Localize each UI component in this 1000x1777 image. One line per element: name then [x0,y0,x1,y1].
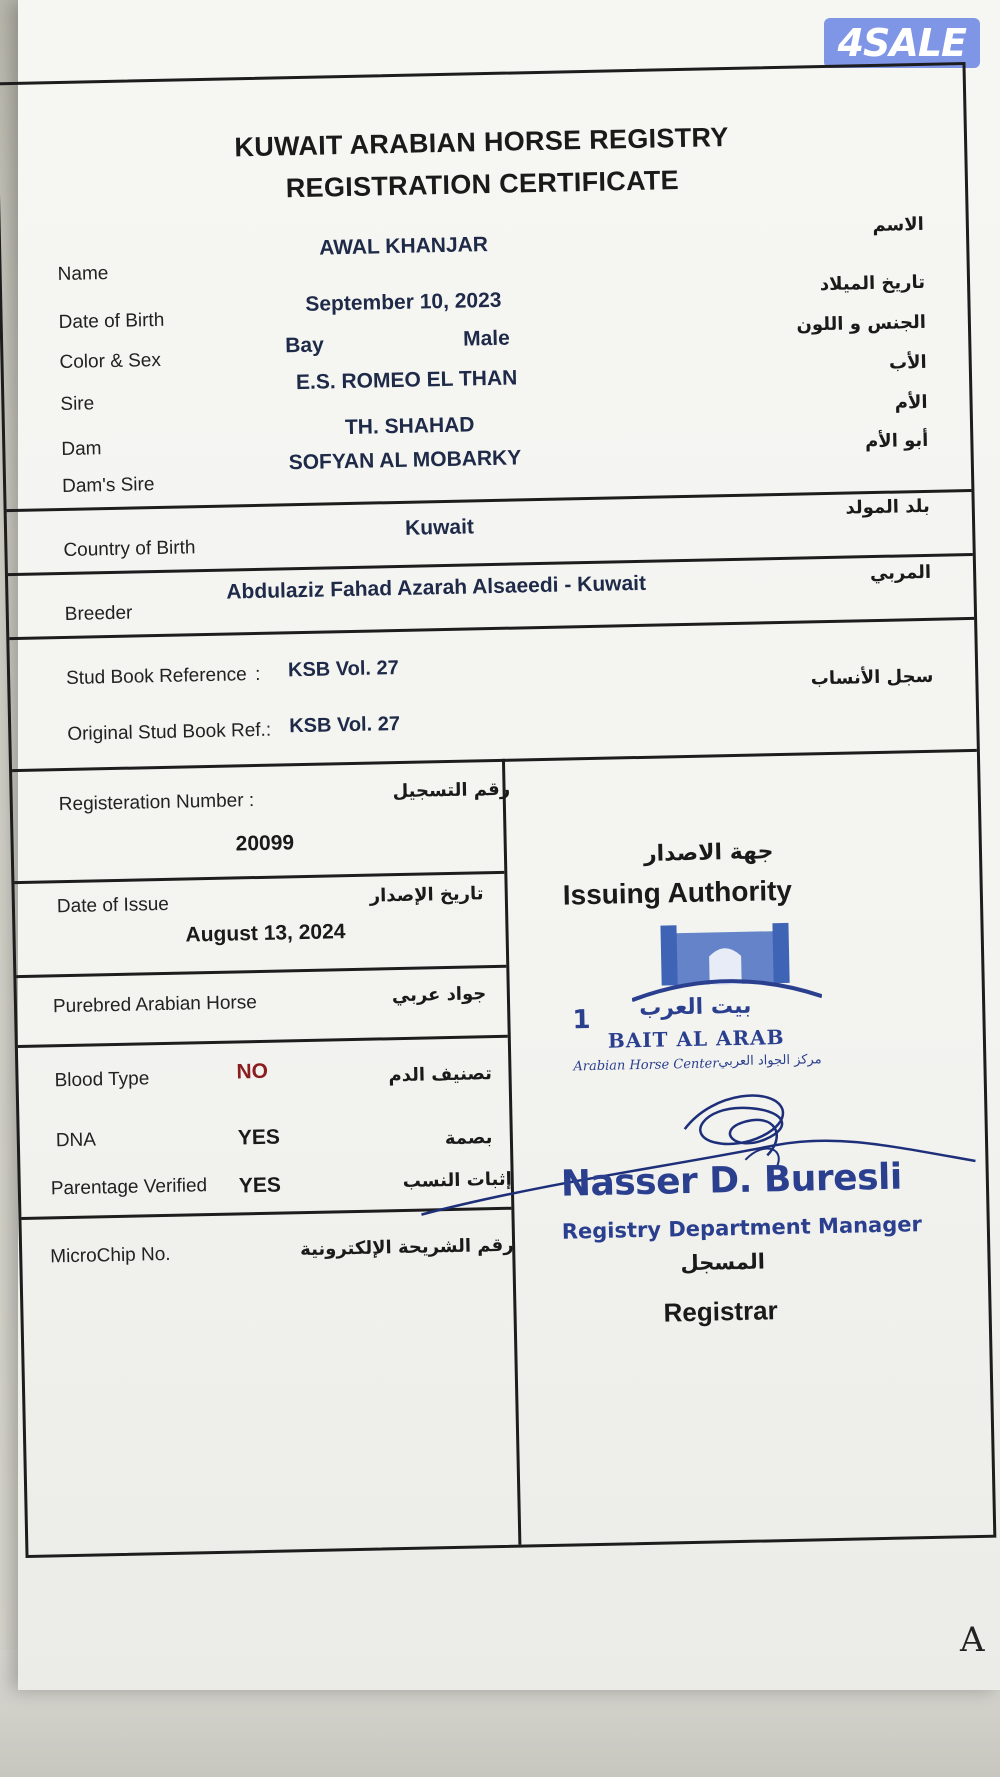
dam-label-ar: الأم [894,391,928,414]
dob-label: Date of Birth [58,309,165,334]
blood-type-value: NO [236,1059,269,1084]
divider [18,1035,508,1048]
color-sex-label-ar: الجنس و اللون [796,311,927,336]
country-label: Country of Birth [63,537,196,561]
dam-label: Dam [61,438,102,461]
microchip-label: MicroChip No. [50,1243,171,1268]
logo-subtitle-ar: مركز الجواد العربي [718,1052,822,1070]
dams-sire-label-ar: أبو الأم [864,429,929,453]
breeder-label: Breeder [64,602,133,625]
logo-number: 1 [572,1005,591,1036]
parentage-label-ar: إثبات النسب [402,1168,513,1193]
microchip-label-ar: رقم الشريحة الإلكترونية [299,1234,514,1261]
dams-sire-label: Dam's Sire [61,474,155,498]
issue-date-label: Date of Issue [56,893,170,918]
authority-label: Issuing Authority [562,874,793,911]
signer-title: Registry Department Manager [561,1212,923,1244]
stud-ref-label: Stud Book Reference [65,664,247,689]
color-sex-label: Color & Sex [59,349,162,374]
stud-ref-value: KSB Vol. 27 [287,656,400,682]
parentage-value: YES [238,1173,282,1198]
watermark-logo: 4SALE [824,18,980,68]
dams-sire-value: SOFYAN AL MOBARKY [288,446,522,475]
dam-value: TH. SHAHAD [344,413,475,440]
stud-ref-sep: : [254,663,261,686]
logo-subtitle-en: Arabian Horse Center [573,1056,719,1075]
dob-value: September 10, 2023 [305,288,502,316]
orig-stud-ref-value: KSB Vol. 27 [288,712,401,738]
divider [9,617,974,640]
sire-label-ar: الأب [888,351,927,374]
dob-label-ar: تاريخ الميلاد [819,271,926,296]
color-value: Bay [284,333,324,358]
name-value: AWAL KHANJAR [318,233,489,260]
page-corner-letter: A [960,1620,985,1660]
issue-date-label-ar: تاريخ الإصدار [369,883,484,907]
certificate-frame [0,62,996,1558]
bait-al-arab-logo-icon [630,916,822,1004]
registrar-label: Registrar [663,1295,779,1328]
country-label-ar: بلد المولد [845,495,930,519]
registry-title: KUWAIT ARABIAN HORSE REGISTRY [234,121,729,163]
logo-arabic: بيت العرب [638,993,752,1022]
dna-label: DNA [55,1129,97,1152]
orig-stud-ref-label: Original Stud Book Ref.: [67,719,272,745]
dna-value: YES [237,1125,281,1150]
signer-name: Nasser D. Buresli [560,1156,903,1205]
logo-english: BAIT AL ARAB [607,1024,785,1053]
divider [14,871,504,884]
country-value: Kuwait [404,515,475,540]
blood-type-label: Blood Type [54,1068,150,1092]
divider [16,965,506,978]
authority-label-ar: جهة الاصدار [643,839,774,867]
reg-number-label-ar: رقم التسجيل [392,778,511,803]
sex-value: Male [462,326,511,351]
purebred-label: Purebred Arabian Horse [52,992,258,1018]
stud-book-label-ar: سجل الأنساب [810,665,934,690]
purebred-label-ar: جواد عربي [391,983,487,1007]
blood-type-label-ar: تصنيف الدم [388,1063,493,1087]
reg-number-label: Registeration Number : [58,790,255,816]
name-label: Name [57,262,109,286]
reg-number-value: 20099 [235,831,295,856]
divider [12,749,977,772]
parentage-label: Parentage Verified [50,1175,208,1200]
sire-value: E.S. ROMEO EL THAN [295,366,518,395]
signer-title-ar: المسجل [680,1249,766,1276]
breeder-label-ar: المربي [869,561,932,585]
sire-label: Sire [60,393,95,416]
issue-date-value: August 13, 2024 [185,920,346,947]
name-label-ar: الاسم [872,213,925,236]
certificate-title: REGISTRATION CERTIFICATE [285,165,680,204]
dna-label-ar: بصمة [444,1127,493,1150]
breeder-value: Abdulaziz Fahad Azarah Alsaeedi - Kuwait [226,571,647,604]
